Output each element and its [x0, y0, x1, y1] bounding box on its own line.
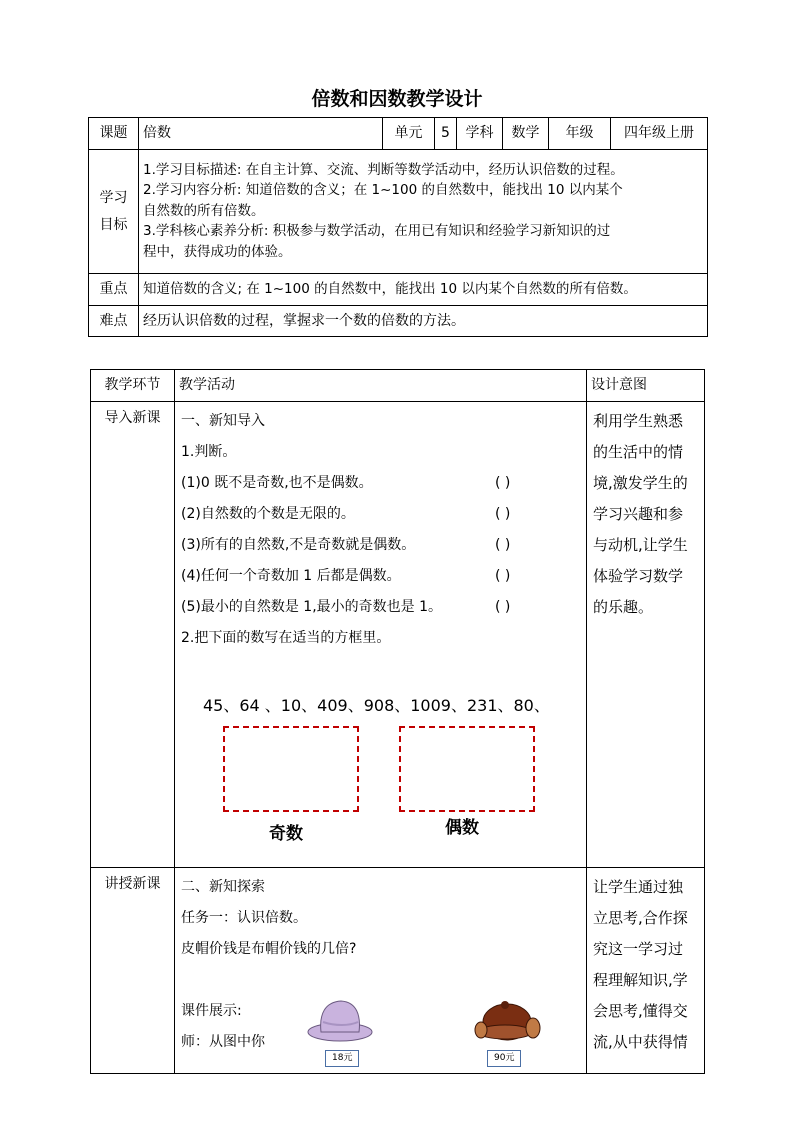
goal-line: 2.学习内容分析: 知道倍数的含义；在 1~100 的自然数中，能找出 10 以内某个 — [143, 182, 623, 199]
cloth-hat-icon — [305, 996, 375, 1046]
subject-label: 学科 — [457, 118, 503, 150]
answer-blank: ( ) — [495, 599, 511, 615]
sorting-boxes — [181, 718, 580, 858]
intent-line: 会思考,懂得交 — [593, 1002, 688, 1020]
even-label: 偶数 — [445, 818, 479, 838]
goal-line: 3.学科核心素养分析: 积极参与数学活动，在用已有知识和经验学习新知识的过 — [143, 223, 611, 240]
judge-text: (5)最小的自然数是 1,最小的奇数也是 1。 — [181, 599, 442, 615]
goals-label — [89, 150, 139, 274]
teach-question: 皮帽价钱是布帽价钱的几倍? — [181, 941, 357, 957]
difficulty-text: 经历认识倍数的过程，掌握求一个数的倍数的方法。 — [139, 306, 708, 337]
teach-activity — [175, 868, 587, 1074]
intent-line: 体验学习数学 — [593, 567, 684, 585]
fur-hat-icon — [471, 996, 541, 1046]
goals-label-line2: 目标 — [99, 216, 128, 233]
unit-label: 单元 — [383, 118, 435, 150]
intro-activity — [175, 402, 587, 868]
phase-intro: 导入新课 — [91, 402, 175, 868]
judge-item — [181, 468, 580, 499]
judge-item — [181, 592, 580, 623]
key-point-text: 知道倍数的含义; 在 1~100 的自然数中，能找出 10 以内某个自然数的所有倍数。 — [139, 274, 708, 306]
question-1: 1.判断。 — [181, 444, 237, 460]
number-list: 45、64 、10、409、908、1009、231、80、 — [203, 696, 550, 715]
intent-line: 程理解知识,学 — [593, 971, 688, 989]
odd-box — [223, 726, 359, 812]
teach-intent — [587, 868, 705, 1074]
subject-value: 数学 — [503, 118, 549, 150]
answer-blank: ( ) — [495, 568, 511, 584]
teach-heading: 二、新知探索 — [181, 879, 265, 895]
document-title: 倍数和因数教学设计 — [311, 88, 483, 110]
intent-line: 与动机,让学生 — [593, 536, 688, 554]
judge-item — [181, 530, 580, 561]
intro-heading: 一、新知导入 — [181, 413, 265, 429]
answer-blank: ( ) — [495, 475, 511, 491]
key-point-label: 重点 — [89, 274, 139, 306]
price-tag-fur: 90元 — [487, 1050, 521, 1067]
course-label: 课题 — [89, 118, 139, 150]
judge-item — [181, 499, 580, 530]
answer-blank: ( ) — [495, 537, 511, 553]
intro-intent — [587, 402, 705, 868]
lesson-info-table — [88, 117, 708, 337]
answer-blank: ( ) — [495, 506, 511, 522]
judge-text: (4)任何一个奇数加 1 后都是偶数。 — [181, 568, 401, 584]
phase-header: 教学环节 — [91, 370, 175, 402]
price-tag-cloth: 18元 — [325, 1050, 359, 1067]
intent-line: 的生活中的情 — [593, 443, 684, 461]
goal-line: 程中，获得成功的体验。 — [143, 243, 292, 260]
task-1: 任务一：认识倍数。 — [181, 910, 307, 926]
even-box — [399, 726, 535, 812]
question-2: 2.把下面的数写在适当的方框里。 — [181, 630, 391, 646]
intent-line: 的乐趣。 — [593, 598, 654, 616]
grade-label: 年级 — [549, 118, 611, 150]
intent-line: 究这一学习过 — [593, 940, 684, 958]
intent-line: 利用学生熟悉 — [593, 412, 684, 430]
judge-text: (2)自然数的个数是无限的。 — [181, 506, 355, 522]
goals-content — [139, 150, 708, 274]
judge-text: (3)所有的自然数,不是奇数就是偶数。 — [181, 537, 416, 553]
goals-label-line1: 学习 — [99, 190, 128, 207]
intent-line: 流,从中获得情 — [593, 1033, 688, 1051]
goal-line: 1.学习目标描述: 在自主计算、交流、判断等数学活动中，经历认识倍数的过程。 — [143, 161, 624, 178]
judge-item — [181, 561, 580, 592]
goal-line: 自然数的所有倍数。 — [143, 202, 265, 219]
intent-line: 学习兴趣和参 — [593, 505, 684, 523]
intent-line: 境,激发学生的 — [593, 474, 688, 492]
intent-header: 设计意图 — [587, 370, 705, 402]
unit-value: 5 — [435, 118, 457, 150]
phase-teach: 讲授新课 — [91, 868, 175, 1074]
grade-value: 四年级上册 — [611, 118, 708, 150]
activity-header: 教学活动 — [175, 370, 587, 402]
course-value: 倍数 — [139, 118, 383, 150]
judge-text: (1)0 既不是奇数,也不是偶数。 — [181, 475, 373, 491]
lesson-plan-table — [90, 369, 705, 1074]
difficulty-label: 难点 — [89, 306, 139, 337]
odd-label: 奇数 — [269, 824, 303, 844]
teacher-line: 师：从图中你 — [181, 1034, 265, 1050]
intent-line: 立思考,合作探 — [593, 909, 688, 927]
courseware-label: 课件展示: — [181, 1003, 242, 1019]
intent-line: 让学生通过独 — [593, 878, 684, 896]
